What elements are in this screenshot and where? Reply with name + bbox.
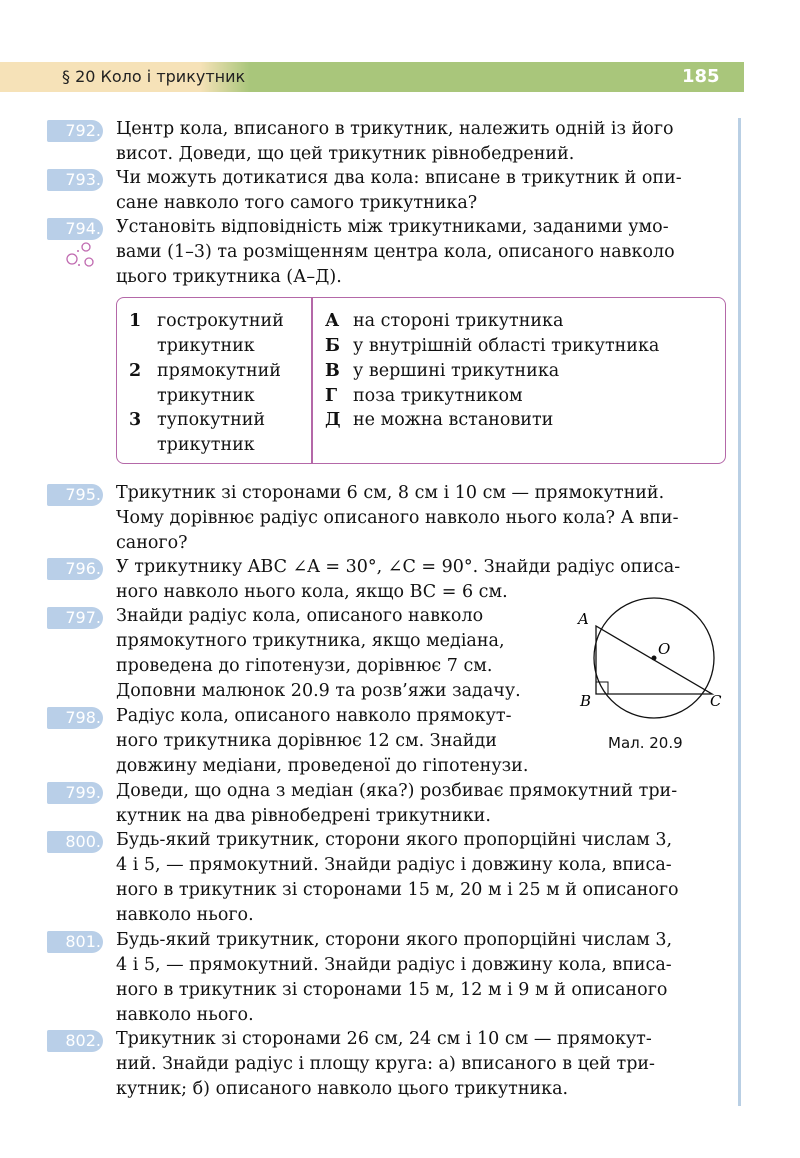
problem-text: кутник; б) описаного навколо цього трикутника. — [116, 1079, 569, 1099]
label-b: B — [580, 692, 592, 710]
problem-number: 797. — [47, 607, 103, 629]
problem-text: кутник на два рівнобедрені трикутники. — [116, 806, 491, 826]
page-number: 185 — [682, 66, 720, 87]
problem-text: Чи можуть дотикатися два кола: вписане в трикутник й опи- — [116, 168, 682, 188]
problem-text: Доведи, що одна з медіан (яка?) розбиває прямокутний три- — [116, 781, 678, 801]
item-number: 1 — [129, 311, 142, 331]
table-left-item — [129, 359, 141, 384]
table-right-item — [325, 359, 340, 384]
problem-text: прямокутного трикутника, якщо медіана, — [116, 631, 505, 651]
problem-text: сане навколо того самого трикутника? — [116, 193, 478, 213]
table-right-item — [325, 309, 339, 334]
item-text: трикутник — [157, 435, 255, 455]
item-text: у внутрішній області трикутника — [353, 336, 660, 356]
problem-text: Радіус кола, описаного навколо прямокут- — [116, 706, 512, 726]
table-divider — [311, 298, 313, 463]
problem-text: Трикутник зі сторонами 6 см, 8 см і 10 см — прямокутний. — [116, 483, 665, 503]
item-text: у вершині трикутника — [353, 361, 560, 381]
problem-number: 792. — [47, 120, 103, 142]
table-right-item — [325, 334, 340, 359]
problem-number: 795. — [47, 484, 103, 506]
item-number: 2 — [129, 361, 142, 381]
problem-text: цього трикутника (А–Д). — [116, 267, 342, 287]
problem-text: Чому дорівнює радіус описаного навколо нього кола? А впи- — [116, 508, 679, 528]
problem-text: 4 і 5, — прямокутний. Знайди радіус і довжину кола, вписа- — [116, 955, 672, 975]
problem-text: ного навколо нього кола, якщо BC = 6 см. — [116, 582, 508, 602]
margin-rule — [738, 118, 741, 1106]
table-left-item — [129, 309, 141, 334]
problem-text: ного в трикутник зі сторонами 15 м, 12 м і 9 м й описаного — [116, 980, 668, 1000]
item-letter: Д — [325, 410, 341, 430]
problem-number: 801. — [47, 931, 103, 953]
problem-number: 802. — [47, 1030, 103, 1052]
item-letter: Г — [325, 386, 338, 406]
problem-text: навколо нього. — [116, 905, 254, 925]
problem-text: Знайди радіус кола, описаного навколо — [116, 606, 484, 626]
matching-table — [116, 297, 726, 464]
triangle-circle-figure — [570, 590, 730, 730]
item-text: на стороні трикутника — [353, 311, 564, 331]
problem-text: 4 і 5, — прямокутний. Знайди радіус і довжину кола, вписа- — [116, 855, 672, 875]
problem-text: Доповни малюнок 20.9 та розв’яжи задачу. — [116, 681, 521, 701]
problem-text: ного трикутника дорівнює 12 см. Знайди — [116, 731, 497, 751]
item-text: поза трикутником — [353, 386, 523, 406]
problem-text: саного? — [116, 533, 188, 553]
figure-caption: Мал. 20.9 — [608, 734, 683, 752]
item-number: 3 — [129, 410, 142, 430]
problem-number: 800. — [47, 831, 103, 853]
item-text: гострокутний — [157, 311, 284, 331]
problem-number: 798. — [47, 707, 103, 729]
table-right-item — [325, 384, 337, 409]
item-text: тупокутний — [157, 410, 266, 430]
problem-text: ного в трикутник зі сторонами 15 м, 20 м і 25 м й описаного — [116, 880, 679, 900]
problem-text: навколо нього. — [116, 1005, 254, 1025]
item-text: трикутник — [157, 386, 255, 406]
problem-text: Будь-який трикутник, сторони якого пропорційні числам 3, — [116, 930, 673, 950]
problem-text: проведена до гіпотенузи, дорівнює 7 см. — [116, 656, 493, 676]
item-letter: В — [325, 361, 340, 381]
problem-number: 799. — [47, 782, 103, 804]
problem-number: 793. — [47, 169, 103, 191]
item-text: не можна встановити — [353, 410, 554, 430]
item-letter: А — [325, 311, 340, 331]
problem-text: Центр кола, вписаного в трикутник, належить одній із його — [116, 119, 674, 139]
item-text: трикутник — [157, 336, 255, 356]
problem-text: висот. Доведи, що цей трикутник рівнобедрений. — [116, 144, 575, 164]
label-c: C — [710, 692, 722, 710]
center-point — [652, 656, 657, 661]
table-left-item — [129, 408, 141, 433]
item-letter: Б — [325, 336, 340, 356]
problem-text: Установіть відповідність між трикутниками, заданими умо- — [116, 217, 669, 237]
item-text: прямокутний — [157, 361, 281, 381]
group-work-icon — [64, 240, 98, 270]
problem-text: Трикутник зі сторонами 26 см, 24 см і 10 см — прямокут- — [116, 1029, 652, 1049]
problem-text: ний. Знайди радіус і площу круга: а) вписаного в цей три- — [116, 1054, 655, 1074]
problem-number: 794. — [47, 218, 103, 240]
section-title: § 20 Коло і трикутник — [62, 67, 246, 86]
label-o: O — [658, 640, 671, 658]
problem-text: Будь-який трикутник, сторони якого пропорційні числам 3, — [116, 830, 673, 850]
table-right-item — [325, 408, 341, 433]
label-a: A — [578, 610, 589, 628]
problem-text: довжину медіани, проведеної до гіпотенузи. — [116, 756, 529, 776]
problem-text: вами (1–3) та розміщенням центра кола, описаного навколо — [116, 242, 675, 262]
problem-number: 796. — [47, 558, 103, 580]
problem-text: У трикутнику ABC ∠A = 30°, ∠C = 90°. Знайди радіус описа- — [116, 557, 681, 577]
